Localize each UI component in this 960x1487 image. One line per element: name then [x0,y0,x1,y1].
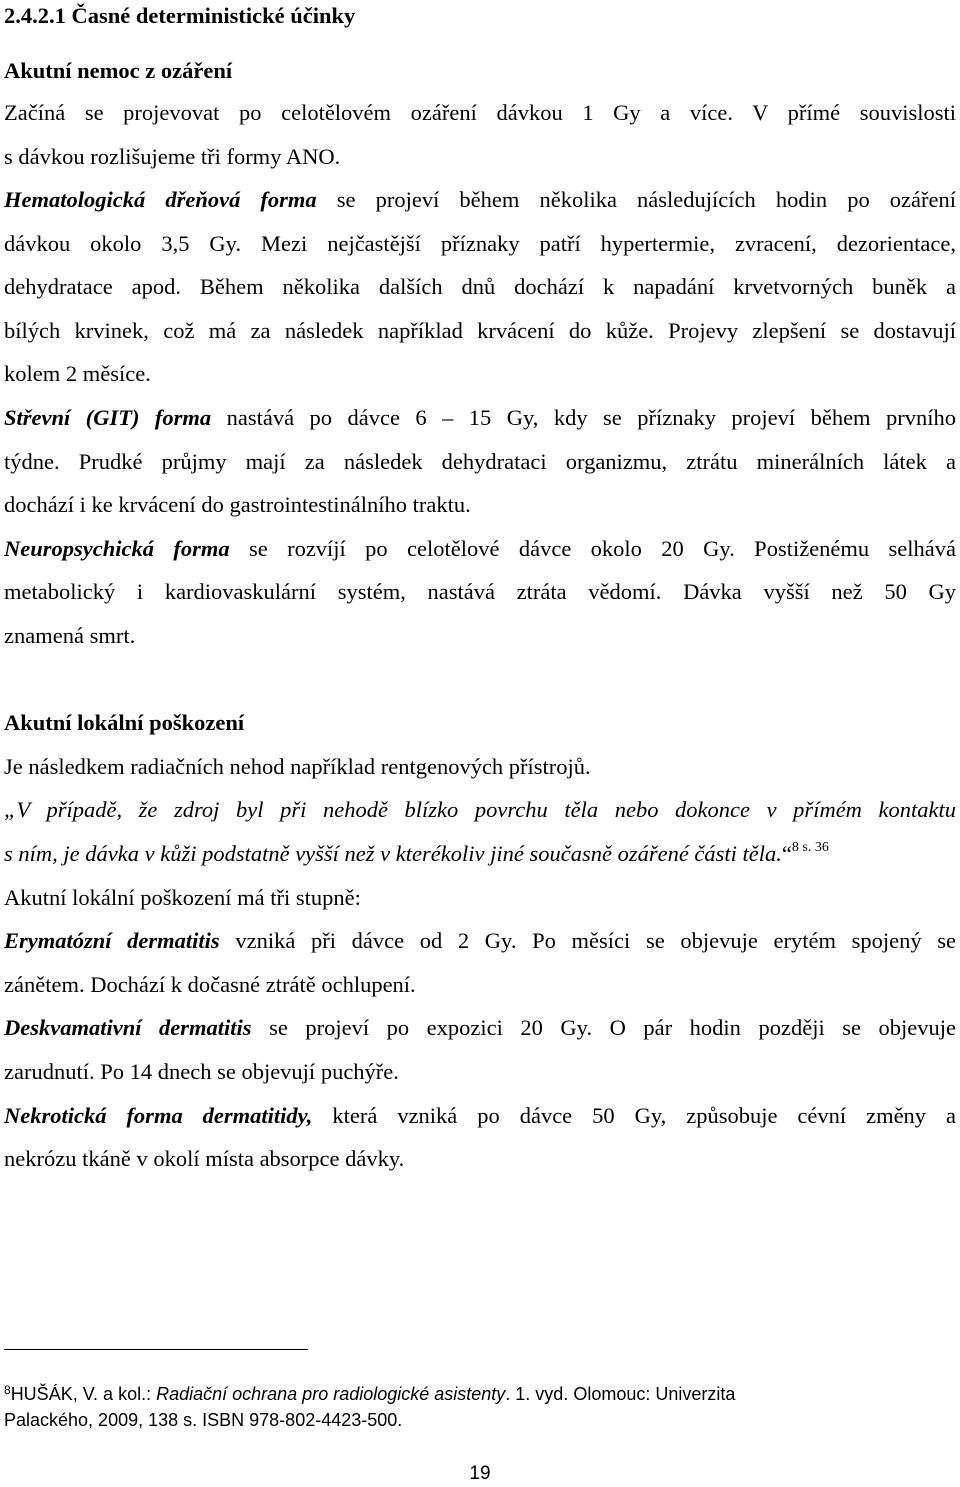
paragraph-line: dochází i ke krvácení do gastrointestinálního traktu. [4,492,471,517]
subheading-acute-local-damage: Akutní lokální poškození [4,710,245,735]
paragraph-line: Je následkem radiačních nehod například rentgenových přístrojů. [4,754,591,779]
subheading-acute-radiation-sickness: Akutní nemoc z ozáření [4,58,233,83]
footnote-line: Palackého, 2009, 138 s. ISBN 978-802-4423-500. [4,1410,403,1430]
term-necrotic-dermatitis: Nekrotická forma dermatitidy, [4,1103,313,1128]
paragraph-line: metabolický i kardiovaskulární systém, nastává ztráta vědomí. Dávka vyšší než 50 Gy [4,579,956,604]
paragraph-line: nekrózu tkáně v okolí místa absorpce dávky. [4,1146,405,1171]
paragraph-line: Začíná se projevovat po celotělovém ozáření dávkou 1 Gy a více. V přímé souvislosti [4,100,956,125]
paragraph-line: Akutní lokální poškození má tři stupně: [4,885,361,910]
quote-line [4,839,956,869]
paragraph-line: dávkou okolo 3,5 Gy. Mezi nejčastější příznaky patří hypertermie, zvracení, dezorientace, [4,231,956,256]
term-erythematous-dermatitis: Erymatózní dermatitis [4,928,220,953]
term-hematologic-form: Hematologická dřeňová forma [4,187,317,212]
text-span: nastává po dávce 6 – 15 Gy, kdy se příznaky projeví během prvního [211,405,957,430]
text-span: se rozvíjí po celotělové dávce okolo 20 Gy. Postiženému selhává [229,536,956,561]
citation-ref: 8 s. 36 [791,840,829,855]
footnote-divider [4,1349,308,1350]
footnote-mark: 8 [4,1383,11,1397]
paragraph-line: zánětem. Dochází k dočasné ztrátě ochlupení. [4,972,416,997]
text-span: se projeví během několika následujících hodin po ozáření [316,187,956,212]
footnote-author: HUŠÁK, V. a kol.: [10,1384,157,1404]
paragraph-line [4,403,956,433]
section-heading: 2.4.2.1 Časné deterministické účinky [4,3,356,28]
text-span: vzniká při dávce od 2 Gy. Po měsíci se objevuje erytém spojený se [219,928,956,953]
quote-close-mark: “ [781,841,792,866]
quote-text: s ním, je dávka v kůži podstatně vyšší než v kterékoliv jiné současně ozářené části těla. [4,841,782,866]
paragraph-line [4,1101,956,1131]
term-git-form: Střevní (GIT) forma [4,405,212,430]
text-span: se projeví po expozici 20 Gy. O pár hodin později se objevuje [251,1015,956,1040]
text-span: která vzniká po dávce 50 Gy, způsobuje cévní změny a [312,1103,957,1128]
term-desquamative-dermatitis: Deskvamativní dermatitis [4,1015,252,1040]
paragraph-line: zarudnutí. Po 14 dnech se objevují puchýře. [4,1059,399,1084]
page-number: 19 [469,1463,491,1484]
paragraph-line: dehydratace apod. Během několika dalších dnů dochází k napadání krvetvorných buněk a [4,274,956,299]
paragraph-line: znamená smrt. [4,623,136,648]
paragraph-line: kolem 2 měsíce. [4,361,151,386]
footnote [4,1381,956,1407]
paragraph-line: týdne. Prudké průjmy mají za následek dehydrataci organizmu, ztrátu minerálních látek a [4,449,956,474]
footnote-text: . 1. vyd. Olomouc: Univerzita [505,1384,736,1404]
footnote-title: Radiační ochrana pro radiologické asistenty [156,1384,506,1404]
paragraph-line: bílých krvinek, což má za následek například krvácení do kůže. Projevy zlepšení se dostavují [4,318,956,343]
paragraph-line [4,926,956,956]
term-neuropsychic-form: Neuropsychická forma [4,536,230,561]
paragraph-line [4,1013,956,1043]
paragraph-line: s dávkou rozlišujeme tři formy ANO. [4,144,341,169]
quote-line: „V případě, že zdroj byl při nehodě blízko povrchu těla nebo dokonce v přímém kontaktu [4,797,956,822]
paragraph-line [4,534,956,564]
paragraph-line [4,185,956,215]
